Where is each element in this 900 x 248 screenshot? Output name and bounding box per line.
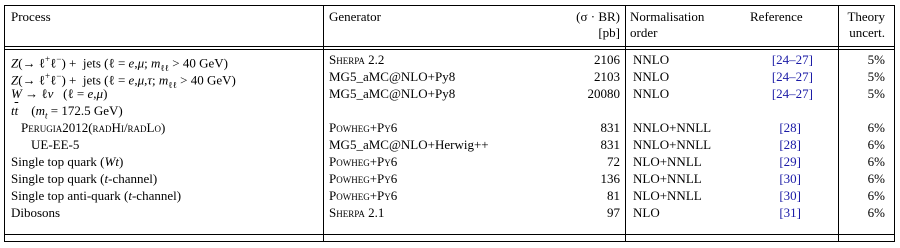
table-row: Z(→ ℓ+ℓ−) + jets (ℓ = e,μ,τ; $m_{\ell\ell} > 40$ GeV) — [11, 71, 236, 90]
table-row: $t\overline{t}$ ($m_t = 172.5$ GeV) — [11, 103, 123, 121]
column-rule — [838, 6, 839, 241]
table-cell-generator: MG5_aMC@NLO+Py8 — [329, 69, 456, 84]
table-row: Single top anti-quark (t-channel) — [11, 188, 182, 203]
table-cell-order: NNLO+NNLL — [633, 120, 712, 135]
reference-link[interactable]: [29] — [779, 154, 801, 169]
reference-link[interactable]: [30] — [779, 171, 801, 186]
table-cell-order: NNLO+NNLL — [633, 137, 712, 152]
table-cell-generator: Powheg+Py6 — [329, 154, 398, 169]
table-row: Z(→ ℓ+ℓ−) + jets (ℓ = e,μ; $m_{\ell\ell} > 40$ GeV) — [11, 54, 228, 73]
reference-link[interactable]: [24–27] — [771, 69, 813, 84]
cross-section-table — [4, 5, 895, 242]
table-cell-xsec: 81 — [607, 188, 620, 203]
table-cell-order: NLO — [633, 205, 660, 220]
table-cell-process: Dibosons — [11, 205, 61, 220]
table-cell-process: Perugia2012(radHi/radLo) — [21, 120, 166, 135]
table-cell-uncert: 5% — [867, 86, 885, 101]
table-cell-order: NNLO — [633, 69, 670, 84]
reference-link[interactable]: [24–27] — [771, 52, 813, 67]
table-cell-xsec: 72 — [607, 154, 620, 169]
header-normalisation-order: order — [630, 25, 658, 40]
table-cell-uncert: 6% — [867, 120, 885, 135]
reference-link[interactable]: [24–27] — [771, 86, 813, 101]
header-rule — [5, 46, 894, 47]
header-reference: Reference — [750, 9, 803, 24]
table-cell-generator: Sherpa 2.1 — [329, 205, 385, 220]
table-cell-uncert: 6% — [867, 137, 885, 152]
table-cell-generator: Powheg+Py6 — [329, 120, 398, 135]
table-row: Single top quark (t-channel) — [11, 171, 158, 186]
table-cell-xsec: 831 — [600, 120, 620, 135]
table-cell-order: NLO+NNLL — [633, 188, 702, 203]
reference-link[interactable]: [28] — [779, 137, 801, 152]
header-theory-uncert: uncert. — [849, 25, 885, 40]
table-cell-xsec: 97 — [607, 205, 620, 220]
reference-link[interactable]: [30] — [779, 188, 801, 203]
reference-link[interactable]: [28] — [779, 120, 801, 135]
table-cell-uncert: 5% — [867, 52, 885, 67]
column-rule — [625, 6, 626, 241]
column-rule — [323, 6, 324, 241]
table-cell-generator: Powheg+Py6 — [329, 188, 398, 203]
reference-link[interactable]: [31] — [779, 205, 801, 220]
header-xsec-unit: [pb] — [598, 25, 620, 40]
header-theory: Theory — [847, 9, 885, 24]
table-row: W → ℓν (ℓ = e,μ) — [11, 86, 108, 101]
table-cell-order: NLO+NNLL — [633, 171, 702, 186]
header-normalisation: Normalisation — [630, 9, 705, 24]
table-cell-order: NLO+NNLL — [633, 154, 702, 169]
table-cell-generator: Sherpa 2.2 — [329, 52, 385, 67]
table-cell-xsec: 2106 — [594, 52, 620, 67]
table-cell-generator: MG5_aMC@NLO+Herwig++ — [329, 137, 489, 152]
header-xsec: (σ · BR) — [576, 9, 620, 24]
table-cell-order: NNLO — [633, 86, 670, 101]
table-cell-uncert: 6% — [867, 188, 885, 203]
table-cell-generator: MG5_aMC@NLO+Py8 — [329, 86, 456, 101]
table-row: Single top quark (Wt) — [11, 154, 124, 169]
table-cell-uncert: 6% — [867, 154, 885, 169]
header-process: Process — [11, 9, 51, 24]
table-cell-uncert: 5% — [867, 69, 885, 84]
table-cell-uncert: 6% — [867, 205, 885, 220]
table-cell-uncert: 6% — [867, 171, 885, 186]
table-cell-xsec: 20080 — [587, 86, 620, 101]
table-cell-order: NNLO — [633, 52, 670, 67]
table-cell-process: UE-EE-5 — [31, 137, 80, 152]
table-cell-generator: Powheg+Py6 — [329, 171, 398, 186]
header-generator: Generator — [329, 9, 381, 24]
table-cell-xsec: 136 — [600, 171, 620, 186]
footer-rule — [5, 234, 894, 235]
table-cell-xsec: 2103 — [594, 69, 620, 84]
header-rule — [5, 49, 894, 50]
table-cell-xsec: 831 — [600, 137, 620, 152]
